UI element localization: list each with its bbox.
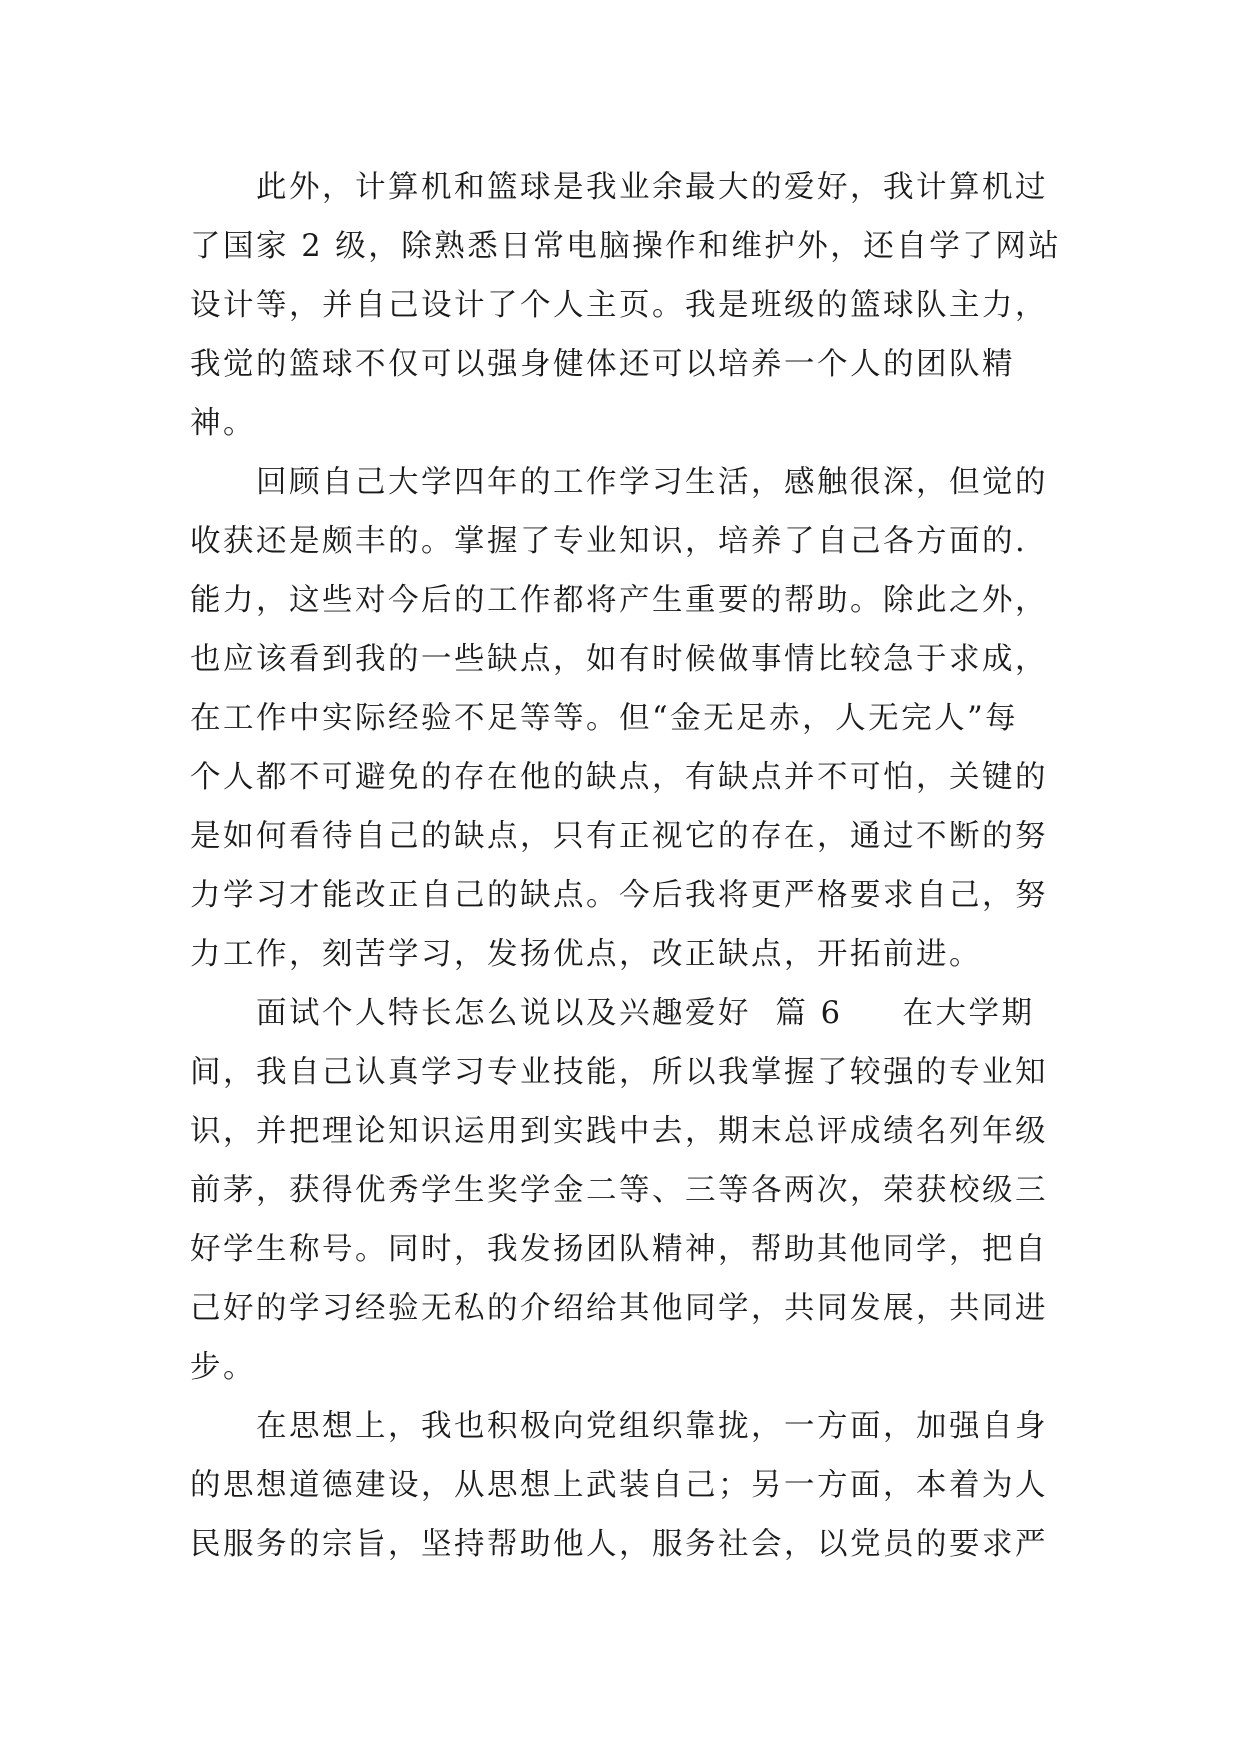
paragraph-section-6: [190, 984, 1070, 1397]
text-line: 民服务的宗旨，坚持帮助他人，服务社会，以党员的要求严: [190, 1527, 1048, 1562]
text-line: 前茅，获得优秀学生奖学金二等、三等各两次，荣获校级三: [190, 1173, 1048, 1208]
text-line: 步。: [190, 1350, 256, 1385]
text-line: 我觉的篮球不仅可以强身健体还可以培养一个人的团队精: [190, 347, 1015, 382]
text-line: 回顾自己大学四年的工作学习生活，感触很深，但觉的: [256, 465, 1048, 500]
paragraph-hobbies: [190, 158, 1070, 453]
paragraph-ideology: [190, 1397, 1070, 1574]
section-heading-line: [190, 984, 1070, 1043]
text-line: 在工作中实际经验不足等等。但“金无足赤，人无完人”每: [190, 701, 1019, 736]
text-line: 己好的学习经验无私的介绍给其他同学，共同发展，共同进: [190, 1291, 1048, 1326]
text-line: 个人都不可避免的存在他的缺点，有缺点并不可怕，关键的: [190, 760, 1048, 795]
text-line: 在思想上，我也积极向党组织靠拢，一方面，加强自身: [256, 1409, 1048, 1444]
document-body: [190, 158, 1070, 1574]
text-line: 力学习才能改正自己的缺点。今后我将更严格要求自己，努: [190, 878, 1048, 913]
text-line: 的思想道德建设，从思想上武装自己；另一方面，本着为人: [190, 1468, 1048, 1503]
text-line: 此外，计算机和篮球是我业余最大的爱好，我计算机过: [256, 170, 1048, 205]
section-heading: 面试个人特长怎么说以及兴趣爱好 篇 6: [256, 996, 843, 1031]
text-line: 力工作，刻苦学习，发扬优点，改正缺点，开拓前进。: [190, 937, 982, 972]
text-line: 是如何看待自己的缺点，只有正视它的存在，通过不断的努: [190, 819, 1048, 854]
paragraph-review: [190, 453, 1070, 984]
text-line: 间，我自己认真学习专业技能，所以我掌握了较强的专业知: [190, 1055, 1048, 1090]
text-line: 收获还是颇丰的。掌握了专业知识，培养了自己各方面的.: [190, 524, 1028, 559]
text-line: 神。: [190, 406, 256, 441]
text-line: 好学生称号。同时，我发扬团队精神，帮助其他同学，把自: [190, 1232, 1048, 1267]
text-line: 能力，这些对今后的工作都将产生重要的帮助。除此之外，: [190, 583, 1048, 618]
text-fragment: 在大学期: [902, 996, 1035, 1031]
text-line: 了国家 2 级，除熟悉日常电脑操作和维护外，还自学了网站: [190, 229, 1062, 264]
text-line: 设计等，并自己设计了个人主页。我是班级的篮球队主力，: [190, 288, 1048, 323]
text-line: 识，并把理论知识运用到实践中去，期末总评成绩名列年级: [190, 1114, 1048, 1149]
text-line: 也应该看到我的一些缺点，如有时候做事情比较急于求成，: [190, 642, 1048, 677]
